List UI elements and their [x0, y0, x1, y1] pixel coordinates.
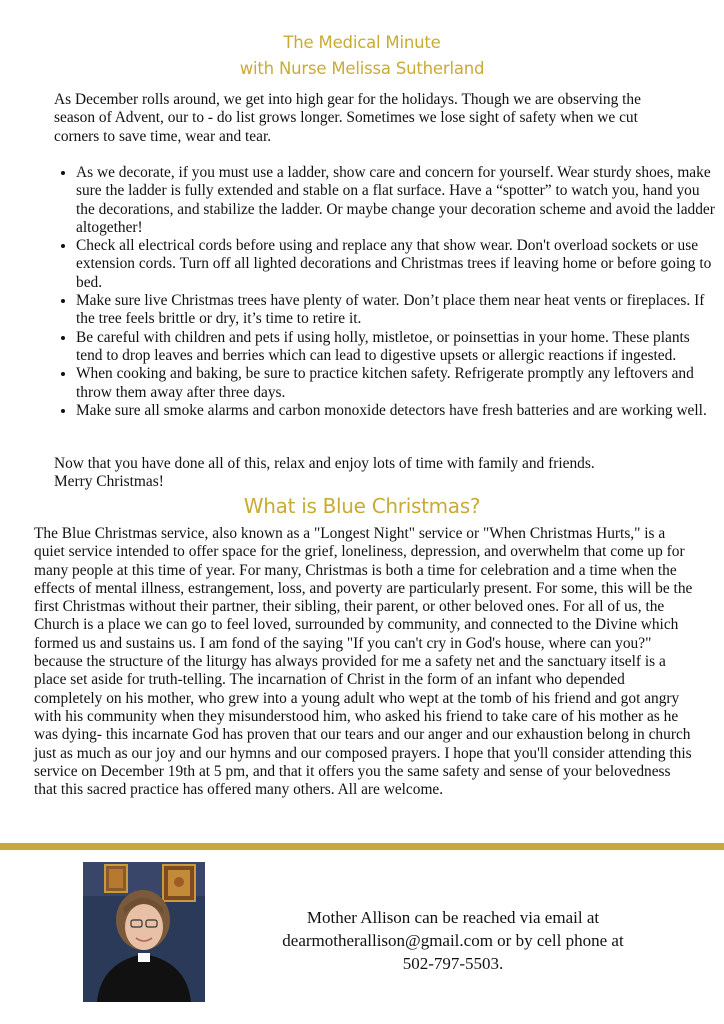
blue-christmas-heading: What is Blue Christmas?	[243, 494, 481, 518]
medical-closing	[54, 455, 694, 492]
medical-intro-paragraph: As December rolls around, we get into high gear for the holidays. Though we are observing the season of Advent, our to - do list grows longer. Sometimes we lose sight of safety when we cut corners to save time, wear and tear.	[54, 91, 641, 145]
list-item: • Be careful with children and pets if using holly, mistletoe, or poinsettias in your home. These plants tend to drop leaves and berries which can lead to digestive upsets or allergic reactions if ingested.	[76, 329, 716, 366]
contact-info	[238, 906, 668, 975]
medical-minute-title: The Medical Minute	[283, 33, 441, 52]
list-item: • When cooking and baking, be sure to practice kitchen safety. Refrigerate promptly any leftovers and throw them away after three days.	[76, 365, 716, 402]
mother-allison-photo	[83, 862, 205, 1002]
contact-phone[interactable]: 502-797-5503.	[402, 954, 504, 973]
contact-line-intro: Mother Allison can be reached via email at	[306, 908, 600, 927]
contact-email[interactable]: dearmotherallison@gmail.com or by cell phone at	[282, 931, 624, 950]
gold-divider	[0, 843, 724, 850]
safety-tips-list	[54, 164, 716, 420]
closing-line: Now that you have done all of this, relax and enjoy lots of time with family and friends.	[54, 455, 595, 472]
list-item: • Check all electrical cords before using and replace any that show wear. Don't overload sockets or use extension cords. Turn off all lighted decorations and Christmas trees if leaving home or before going to bed.	[76, 237, 716, 292]
closing-greeting: Merry Christmas!	[54, 473, 164, 491]
list-item: • Make sure live Christmas trees have plenty of water. Don’t place them near heat vents or fireplaces. If the tree feels brittle or dry, it’s time to retire it.	[76, 292, 716, 329]
list-item: • As we decorate, if you must use a ladder, show care and concern for yourself. Wear sturdy shoes, make sure the ladder is fully extended and stable on a flat surface. Have a “spotter” to watch you, hand you the decorations, and stabilize the ladder. Or maybe change your decoration scheme and avoid the ladder altogether!	[76, 164, 716, 237]
blue-christmas-paragraph: The Blue Christmas service, also known as a "Longest Night" service or "When Christmas Hurts," is a quiet service intended to offer space for the grief, loneliness, depression, and overwhelm that come up for many people at this time of year. For many, Christmas is both a time for celebration and a time when the effects of mental illness, estrangement, loss, and poverty are particularly present. For some, this will be the first Christmas without their partner, their sibling, their parent, or other beloved ones. For all of us, the Church is a place we can go to feel loved, surrounded by community, and connected to the Divine which formed us and sustains us. I am fond of the saying "If you can't cry in God's house, where can you?" because the structure of the liturgy has always provided for me a safety net and the sanctuary itself is a place set aside for truth-telling. The incarnation of Christ in the form of an infant who depended completely on his mother, who grew into a young adult who wept at the tomb of his friend and got angry with his community when they misunderstood him, who asked his friend to take care of his mother as he was dying- this incarnate God has proven that our tears and our anger and our exhaustion belong in church just as much as our joy and our hymns and our composed prayers. I hope that you'll consider attending this service on December 19th at 5 pm, and that it offers you the same safety and sense of your belovedness that this sacred practice has offered many others. All are welcome.	[34, 525, 693, 799]
portrait-image	[83, 862, 205, 1002]
medical-minute-subtitle: with Nurse Melissa Sutherland	[239, 59, 485, 78]
list-item: • Make sure all smoke alarms and carbon monoxide detectors have fresh batteries and are working well.	[76, 402, 716, 420]
